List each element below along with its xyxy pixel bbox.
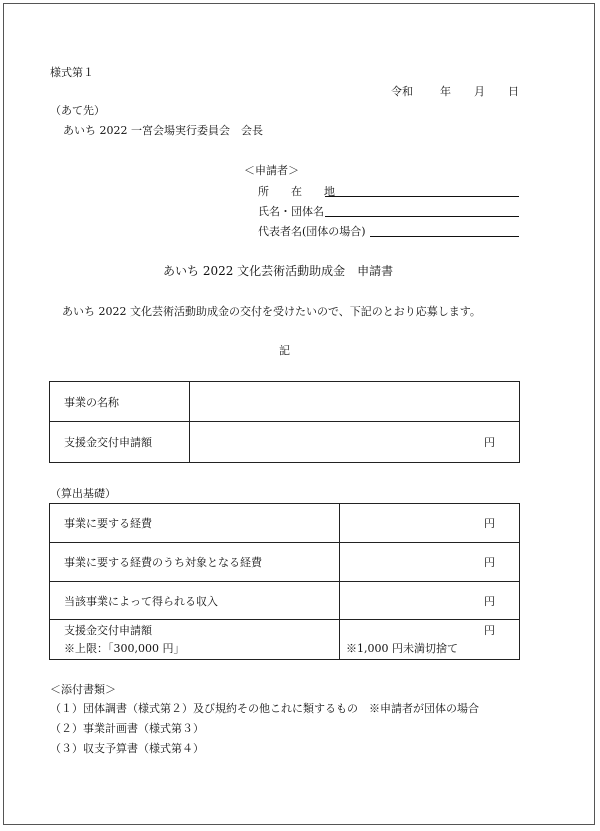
eligible-cost-label: 事業に要する経費のうち対象となる経費 (50, 543, 340, 582)
attachments-heading: ＜添付書類＞ (50, 683, 116, 696)
date-era: 令和 (391, 85, 413, 98)
total-cost-field[interactable] (340, 504, 520, 543)
request-amount-label-2: 支援金交付申請額 (64, 623, 152, 637)
intro-text: あいち 2022 文化芸術活動助成金の交付を受けたいので、下記のとおり応募します。 (62, 305, 481, 318)
attachment-item-3: （３）収支予算書（様式第４） (50, 742, 204, 755)
table-row (50, 620, 520, 660)
basis-heading: （算出基礎） (50, 487, 116, 500)
table-row (50, 504, 520, 543)
project-name-label: 事業の名称 (50, 382, 190, 422)
table-row (50, 382, 520, 422)
total-cost-label: 事業に要する経費 (50, 504, 340, 543)
table-row (50, 543, 520, 582)
yen-unit: 円 (484, 594, 495, 608)
income-field[interactable] (340, 582, 520, 620)
basis-table (49, 503, 520, 660)
request-amount-cell (50, 620, 340, 660)
document-title: あいち 2022 文化芸術活動助成金 申請書 (163, 264, 394, 278)
name-line (325, 216, 519, 217)
yen-unit: 円 (484, 556, 495, 569)
attachment-item-1: （１）団体調書（様式第２）及び規約その他これに類するもの ※申請者が団体の場合 (50, 702, 479, 715)
project-name-field[interactable] (190, 382, 520, 422)
addressee-name: あいち 2022 一宮会場実行委員会 会長 (63, 124, 263, 137)
form-number: 様式第１ (50, 66, 94, 79)
rep-line (370, 236, 519, 237)
request-amount-field-2[interactable] (340, 620, 520, 660)
date-day: 日 (508, 85, 519, 98)
rounding-note: ※1,000 円未満切捨て (346, 641, 458, 655)
table-row (50, 582, 520, 620)
table-row (50, 422, 520, 463)
date-year: 年 (440, 85, 451, 98)
date-month: 月 (474, 85, 485, 98)
address-line (325, 196, 519, 197)
request-amount-field[interactable] (190, 422, 520, 463)
address-label: 所 在 地 (258, 185, 335, 198)
attachment-item-2: （２）事業計画書（様式第３） (50, 722, 204, 735)
ki-mark: 記 (279, 344, 290, 357)
applicant-heading: ＜申請者＞ (244, 164, 299, 177)
rep-label: 代表者名(団体の場合) (258, 225, 366, 238)
application-table (49, 381, 520, 463)
yen-unit: 円 (484, 436, 495, 449)
yen-unit: 円 (484, 623, 495, 637)
income-label: 当該事業によって得られる収入 (50, 582, 340, 620)
request-amount-label: 支援金交付申請額 (50, 422, 190, 463)
eligible-cost-field[interactable] (340, 543, 520, 582)
yen-unit: 円 (484, 517, 495, 530)
name-label: 氏名・団体名 (258, 205, 324, 218)
upper-limit-note: ※上限：「300,000 円」 (64, 641, 185, 655)
addressee-label: （あて先） (50, 104, 105, 117)
